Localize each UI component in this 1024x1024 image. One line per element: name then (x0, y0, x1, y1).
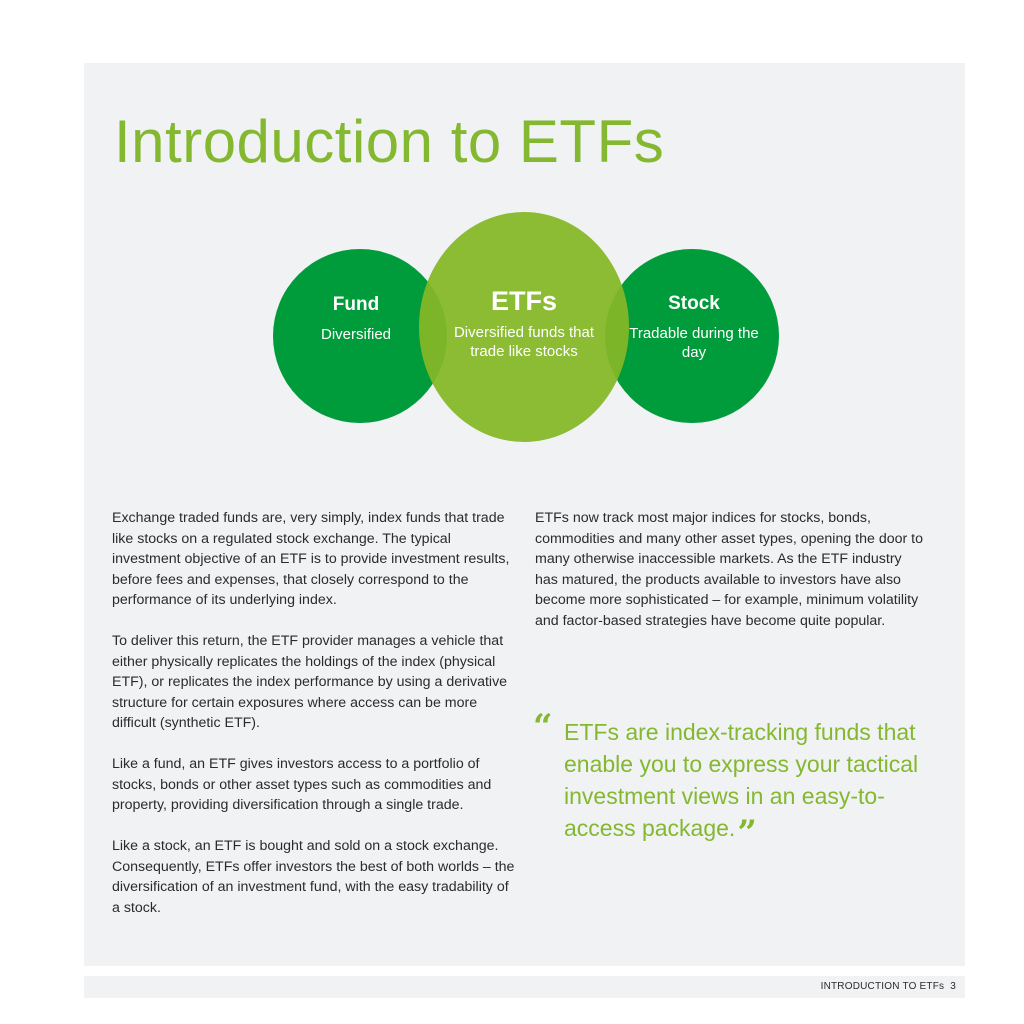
body-paragraph: Exchange traded funds are, very simply, index funds that trade like stocks on a regulated stock exchange. The typical investment objective of an ETF is to provide investment results, before fees and expenses, that closely correspond to the performance of its underlying index. (112, 510, 510, 608)
body-right-column (535, 508, 925, 652)
fund-subtext: Diversified (320, 325, 392, 343)
pull-quote-text: ETFs are index-tracking funds that enable you to express your tactical investment views in an easy-to-access package. (564, 719, 919, 841)
fund-heading: Fund (332, 294, 380, 315)
page-number: 3 (950, 981, 956, 992)
stock-label (629, 293, 759, 362)
pull-quote (533, 707, 933, 853)
stock-subtext: Tradable during the day (629, 324, 759, 361)
etfs-subtext: Diversified funds that trade like stocks (453, 324, 595, 361)
body-paragraph: To deliver this return, the ETF provider manages a vehicle that either physically replicates the holdings of the index (physical ETF), or replicates the index performance by using a derivative structure for certain exposures where access can be more difficult (synthetic ETF). (112, 633, 508, 731)
fund-label (296, 294, 416, 344)
etfs-label (452, 285, 596, 361)
footer-label: INTRODUCTION TO ETFs (820, 981, 945, 992)
page-footer (821, 981, 956, 992)
stock-heading: Stock (668, 293, 720, 314)
close-quote-icon: ” (737, 813, 757, 853)
pull-quote-body (564, 716, 933, 853)
body-paragraph: Like a fund, an ETF gives investors access to a portfolio of stocks, bonds or other asset types such as commodities and property, providing diversification through a single trade. (112, 756, 492, 813)
open-quote-icon: “ (533, 707, 553, 747)
body-paragraph: ETFs now track most major indices for stocks, bonds, commodities and many other asset types, opening the door to many otherwise inaccessible markets. As the ETF industry has matured, the products available to investors have also become more sophisticated – for example, minimum volatility and factor-based strategies have become quite popular. (535, 510, 924, 629)
body-left-column (112, 508, 520, 939)
body-paragraph: Like a stock, an ETF is bought and sold on a stock exchange. Consequently, ETFs offer investors the best of both worlds – the diversification of an investment fund, with the easy tradability of a stock. (112, 838, 515, 916)
page-title: Introduction to ETFs (114, 108, 665, 175)
etfs-heading: ETFs (490, 286, 557, 316)
